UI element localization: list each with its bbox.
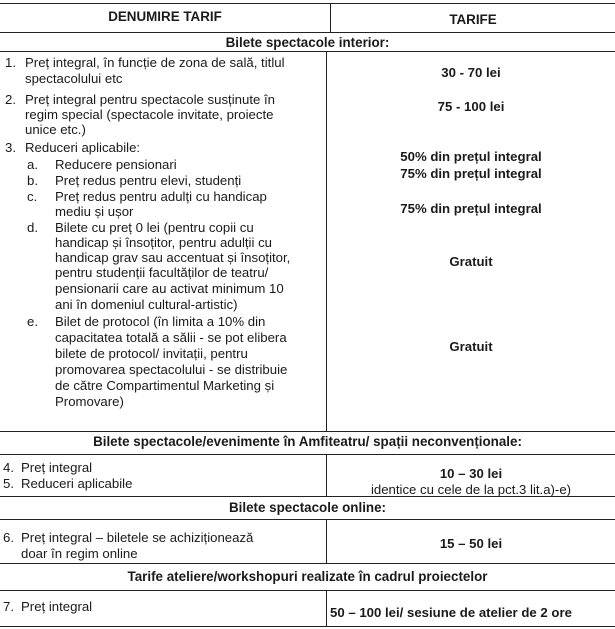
row-2-line: regim special (spectacole invitate, proiecte: [25, 107, 274, 122]
subitem-d-price: Gratuit: [449, 254, 493, 269]
row-6-line: doar în regim online: [21, 546, 138, 561]
subitem-e-line: Bilet de protocol (în limita a 10% din: [55, 314, 266, 329]
subitem-d-letter: d.: [27, 220, 38, 235]
row-7-price: 50 – 100 lei/ sesiune de atelier de 2 ore: [330, 605, 572, 620]
row-7-number: 7.: [3, 599, 14, 614]
rule-section1-title: [0, 51, 615, 52]
row-5-price: identice cu cele de la pct.3 lit.a)-e): [370, 482, 572, 497]
row-7-label: Preț integral: [21, 599, 93, 614]
rule-header-bottom: [0, 32, 615, 33]
subitem-a-line: Reducere pensionari: [55, 157, 177, 172]
row-6-line: Preț integral – biletele se achiziționează: [21, 530, 254, 545]
row-6-number: 6.: [3, 530, 14, 545]
row-5-label: Reduceri aplicabile: [21, 476, 133, 491]
row-4-price: 10 – 30 lei: [439, 466, 503, 481]
subitem-b-price: 75% din prețul integral: [400, 166, 542, 181]
subitem-d-line: ani în domeniul cultural-artistic): [55, 297, 238, 312]
subitem-e-line: promovarea spectacolului - se distribuie: [55, 362, 288, 377]
col-divider-s4: [326, 591, 327, 626]
subitem-e-line: bilete de protocol/ invitații, pentru: [55, 346, 248, 361]
row-3-line: Reduceri aplicabile:: [25, 140, 141, 155]
row-5-number: 5.: [3, 476, 14, 491]
subitem-d-line: pensionarii care au activat minimum 10: [55, 281, 284, 296]
subitem-e-line: de către Compartimentul Marketing și: [55, 378, 275, 393]
row-4-label: Preț integral: [21, 460, 93, 475]
subitem-c-letter: c.: [27, 189, 38, 204]
subitem-d-line: Bilete cu preț 0 lei (pentru copii cu: [55, 220, 254, 235]
row-1-line: spectacolului etc: [25, 71, 123, 86]
rule-section3-title-bottom: [0, 519, 615, 520]
subitem-c-price: 75% din prețul integral: [400, 201, 542, 216]
row-1-number: 1.: [5, 55, 16, 70]
row-2-line: Preț integral pentru spectacole susținute în: [25, 92, 275, 107]
subitem-c-line: Preț redus pentru adulți cu handicap: [55, 189, 267, 204]
section3-title: Bilete spectacole online:: [228, 500, 386, 515]
header-name: DENUMIRE TARIF: [108, 9, 222, 24]
subitem-e-price: Gratuit: [449, 339, 493, 354]
rule-section4-title-bottom: [0, 590, 615, 591]
subitem-a-letter: a.: [27, 157, 38, 172]
rule-bottom: [0, 626, 615, 627]
subitem-e-line: Promovare): [55, 394, 124, 409]
subitem-d-line: handicap grav sau accentuat și însoțitor,: [55, 250, 291, 265]
header-tariffs: TARIFE: [449, 12, 497, 27]
subitem-d-line: handicap și însoțitor, pentru adulții cu: [55, 235, 272, 250]
rule-section2-title-top: [0, 431, 615, 432]
subitem-a-price: 50% din prețul integral: [400, 149, 542, 164]
row-1-line: Preț integral, în funcție de zona de sală, titlul: [25, 55, 285, 70]
row-2-price: 75 - 100 lei: [437, 99, 505, 114]
row-2-number: 2.: [5, 92, 16, 107]
subitem-d-line: pentru studenții facultăților de teatru/: [55, 265, 269, 280]
row-3-number: 3.: [5, 140, 16, 155]
rule-section4-title-top: [0, 563, 615, 564]
section2-title: Bilete spectacole/evenimente în Amfiteatru/ spații neconvenționale:: [93, 434, 522, 449]
subitem-c-line: mediu și ușor: [55, 204, 134, 219]
subitem-b-line: Preț redus pentru elevi, studenți: [55, 173, 242, 188]
subitem-e-line: capacitatea totală a sălii - se pot elibera: [55, 330, 287, 345]
row-4-number: 4.: [3, 460, 14, 475]
section1-title: Bilete spectacole interior:: [225, 35, 390, 50]
subitem-e-letter: e.: [27, 314, 38, 329]
rule-section2-title-bottom: [0, 454, 615, 455]
rule-top: [0, 3, 615, 4]
row-6-price: 15 – 50 lei: [439, 536, 503, 551]
row-2-line: unice etc.): [25, 122, 86, 137]
row-1-price: 30 - 70 lei: [441, 65, 501, 80]
subitem-b-letter: b.: [27, 173, 38, 188]
section4-title: Tarife ateliere/workshopuri realizate în cadrul proiectelor: [127, 569, 488, 584]
